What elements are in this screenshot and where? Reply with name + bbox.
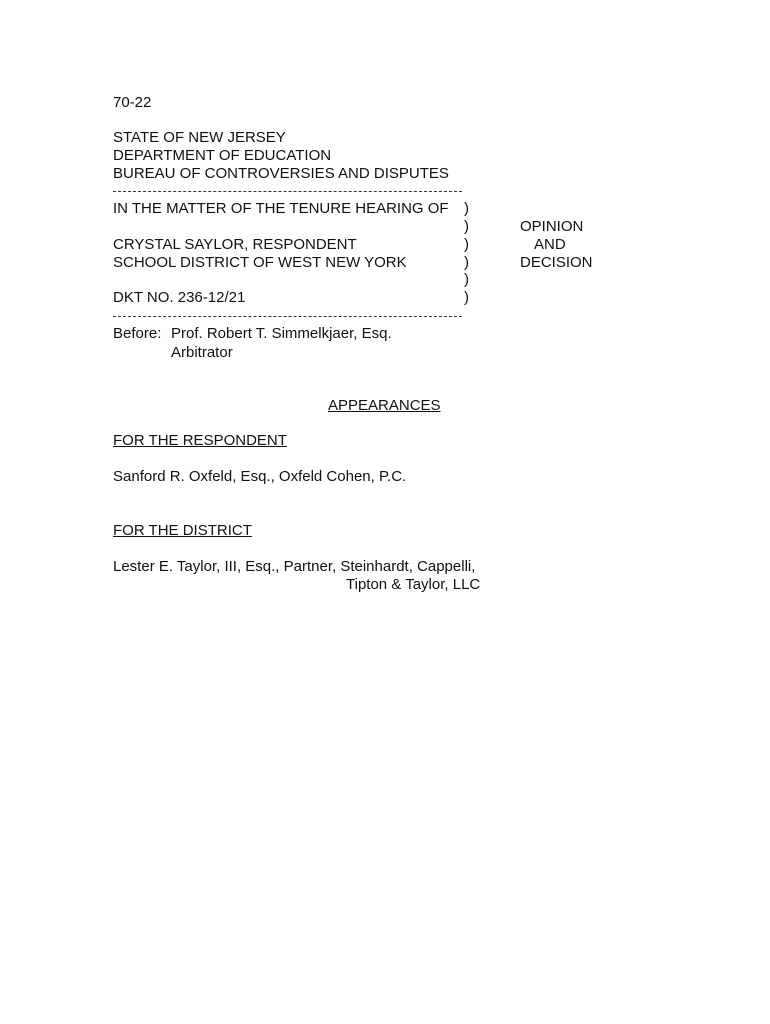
district-counsel-line1: Lester E. Taylor, III, Esq., Partner, Steinhardt, Cappelli,: [113, 558, 476, 575]
document-number: 70-22: [113, 94, 152, 111]
caption-paren: ): [464, 271, 469, 288]
caption-paren: ): [464, 254, 469, 271]
header-department: DEPARTMENT OF EDUCATION: [113, 147, 332, 164]
appearances-heading: APPEARANCES: [328, 397, 441, 414]
caption-paren: ): [464, 218, 469, 235]
respondent-heading: FOR THE RESPONDENT: [113, 432, 287, 449]
decision-label-opinion: OPINION: [520, 218, 584, 235]
respondent-counsel: Sanford R. Oxfeld, Esq., Oxfeld Cohen, P.C.: [113, 468, 407, 485]
decision-label-decision: DECISION: [520, 254, 593, 271]
before-label: Before:: [113, 325, 162, 342]
header-state: STATE OF NEW JERSEY: [113, 129, 286, 146]
caption-paren: ): [464, 200, 469, 217]
caption-bottom-rule: [113, 316, 462, 317]
header-bureau: BUREAU OF CONTROVERSIES AND DISPUTES: [113, 165, 449, 182]
caption-matter: IN THE MATTER OF THE TENURE HEARING OF: [113, 200, 449, 217]
decision-label-and: AND: [534, 236, 566, 253]
caption-docket: DKT NO. 236-12/21: [113, 289, 246, 306]
caption-paren: ): [464, 289, 469, 306]
caption-respondent: CRYSTAL SAYLOR, RESPONDENT: [113, 236, 357, 253]
district-heading: FOR THE DISTRICT: [113, 522, 252, 539]
arbitrator-name: Prof. Robert T. Simmelkjaer, Esq.: [171, 325, 392, 342]
caption-top-rule: [113, 191, 462, 192]
caption-paren: ): [464, 236, 469, 253]
district-counsel-line2: Tipton & Taylor, LLC: [346, 576, 481, 593]
caption-district: SCHOOL DISTRICT OF WEST NEW YORK: [113, 254, 407, 271]
arbitrator-role: Arbitrator: [171, 344, 233, 361]
